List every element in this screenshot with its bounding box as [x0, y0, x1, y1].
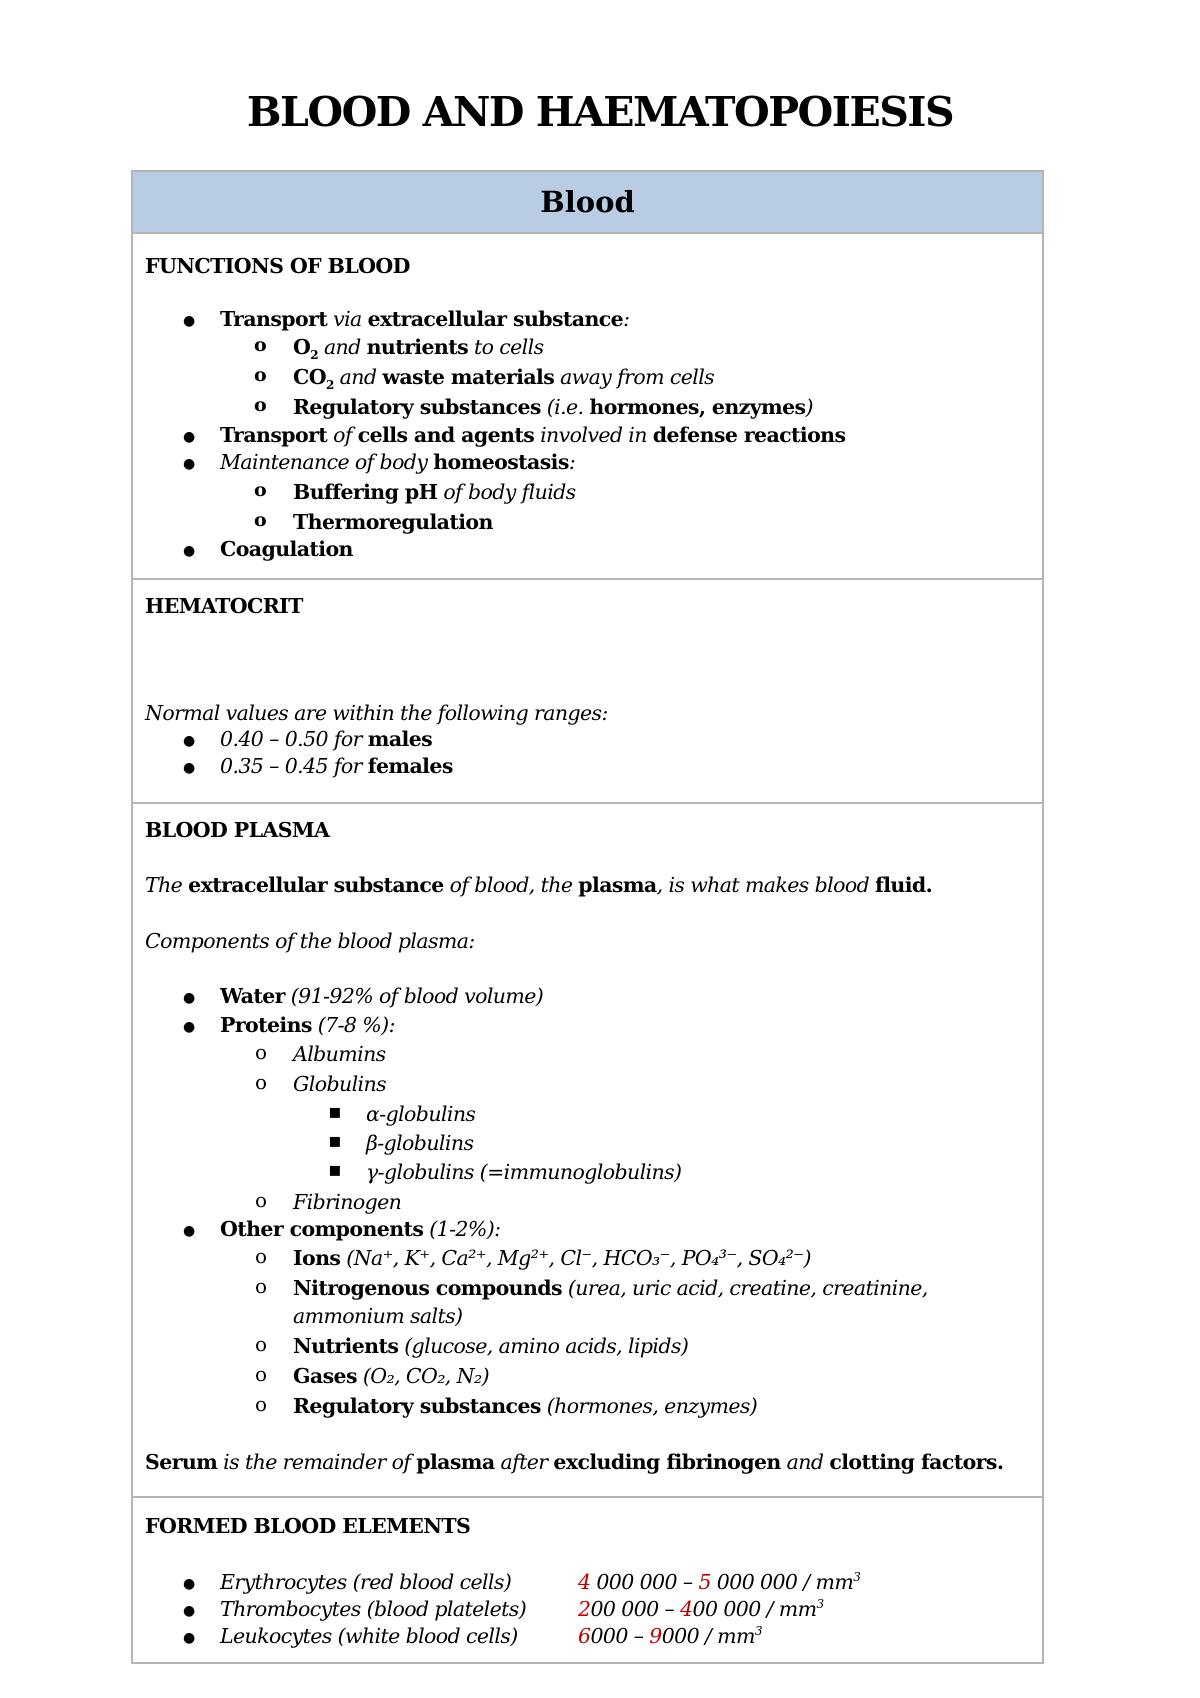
- bullet-icon: [183, 1219, 195, 1240]
- bullet-icon: [183, 539, 195, 560]
- functions-co2: $CO_2$ and waste materials away from cells: [293, 365, 715, 393]
- square-bullet-icon: [328, 1157, 342, 1181]
- functions-transport-cells: Transport of cells and agents involved in defense reactions: [220, 423, 846, 447]
- plasma-globulins: Globulins: [293, 1072, 387, 1096]
- bullet-icon: [183, 425, 195, 446]
- plasma-other-components: Other components (1-2%):: [220, 1217, 501, 1241]
- square-bullet-icon: [328, 1128, 342, 1152]
- functions-regulatory: Regulatory substances (i.e. hormones, enzymes): [293, 395, 813, 419]
- functions-o2: $O_2$ and nutrients to cells: [293, 335, 544, 363]
- plasma-components-intro: Components of the blood plasma:: [145, 929, 475, 953]
- plasma-section: [133, 804, 1042, 1498]
- plasma-gases: Gases (O₂, CO₂, N₂): [293, 1364, 489, 1388]
- functions-thermoregulation: Thermoregulation: [293, 510, 493, 534]
- plasma-nutrients: Nutrients (glucose, amino acids, lipids): [293, 1334, 689, 1358]
- formed-leukocytes-value: $6000 - 9000 / mm^3$: [578, 1624, 762, 1648]
- functions-heading: FUNCTIONS OF BLOOD: [145, 254, 410, 278]
- bullet-icon: [183, 1599, 195, 1620]
- bullet-icon: [183, 309, 195, 330]
- square-bullet-icon: [328, 1099, 342, 1123]
- functions-transport: Transport via extracellular substance:: [220, 307, 630, 331]
- circle-bullet-icon: [254, 479, 267, 501]
- circle-bullet-icon: [255, 1040, 267, 1064]
- functions-coagulation: Coagulation: [220, 537, 353, 561]
- formed-heading: FORMED BLOOD ELEMENTS: [145, 1514, 471, 1538]
- circle-bullet-icon: [255, 1332, 267, 1356]
- formed-thrombocytes: Thrombocytes (blood platelets): [220, 1597, 527, 1621]
- circle-bullet-icon: [255, 1362, 267, 1386]
- plasma-nitrogenous: Nitrogenous compounds (urea, uric acid, creatine, creatinine,: [293, 1276, 928, 1300]
- circle-bullet-icon: [254, 509, 267, 531]
- circle-bullet-icon: [254, 394, 267, 416]
- functions-section: [133, 234, 1042, 580]
- blood-table: [131, 170, 1044, 1664]
- plasma-gamma-globulins: γ-globulins (=immunoglobulins): [366, 1160, 682, 1184]
- bullet-icon: [183, 1626, 195, 1647]
- formed-erythrocytes-value: 4 000 000 – 5 000 $000 / mm^3$: [578, 1570, 861, 1594]
- hematocrit-heading: HEMATOCRIT: [145, 594, 303, 618]
- plasma-nitrogenous-cont: ammonium salts): [293, 1304, 463, 1328]
- functions-buffering: Buffering pH of body fluids: [293, 480, 576, 504]
- circle-bullet-icon: [254, 364, 267, 386]
- formed-erythrocytes: Erythrocytes (red blood cells): [220, 1570, 512, 1594]
- bullet-icon: [183, 1572, 195, 1593]
- plasma-ions: Ions (Na⁺, K⁺, Ca²⁺, Mg²⁺, Cl⁻, HCO₃⁻, PO₄³⁻, SO₄²⁻): [293, 1246, 811, 1270]
- formed-thrombocytes-value: 200 000 – 400 $000 / mm^3$: [578, 1597, 824, 1621]
- circle-bullet-icon: [255, 1244, 267, 1268]
- formed-leukocytes: Leukocytes (white blood cells): [220, 1624, 518, 1648]
- plasma-definition: The extracellular substance of blood, the plasma, is what makes blood fluid.: [145, 873, 933, 897]
- functions-homeostasis: Maintenance of body homeostasis:: [220, 450, 576, 474]
- hematocrit-males: 0.40 – 0.50 for males: [220, 727, 433, 751]
- circle-bullet-icon: [255, 1070, 267, 1094]
- hematocrit-females: 0.35 – 0.45 for females: [220, 754, 453, 778]
- bullet-icon: [183, 986, 195, 1007]
- bullet-icon: [183, 452, 195, 473]
- circle-bullet-icon: [254, 334, 267, 356]
- bullet-icon: [183, 756, 195, 777]
- circle-bullet-icon: [255, 1392, 267, 1416]
- document-title: BLOOD AND HAEMATOPOIESIS: [246, 88, 954, 136]
- table-header: Blood: [133, 170, 1042, 234]
- hematocrit-normal-values: Normal values are within the following ranges:: [145, 701, 608, 725]
- formed-elements-section: [133, 1498, 1042, 1664]
- bullet-icon: [183, 729, 195, 750]
- plasma-serum-note: Serum is the remainder of plasma after excluding fibrinogen and clotting factors.: [145, 1450, 1004, 1474]
- plasma-heading: BLOOD PLASMA: [145, 818, 330, 842]
- circle-bullet-icon: [255, 1188, 267, 1212]
- plasma-water: Water (91-92% of blood volume): [220, 984, 544, 1008]
- plasma-beta-globulins: β-globulins: [366, 1131, 474, 1155]
- plasma-alpha-globulins: α-globulins: [366, 1102, 476, 1126]
- plasma-proteins: Proteins (7-8 %):: [220, 1013, 395, 1037]
- circle-bullet-icon: [255, 1274, 267, 1298]
- bullet-icon: [183, 1015, 195, 1036]
- plasma-regulatory: Regulatory substances (hormones, enzymes): [293, 1394, 758, 1418]
- plasma-fibrinogen: Fibrinogen: [293, 1190, 402, 1214]
- plasma-albumins: Albumins: [293, 1042, 386, 1066]
- hematocrit-section: [133, 580, 1042, 804]
